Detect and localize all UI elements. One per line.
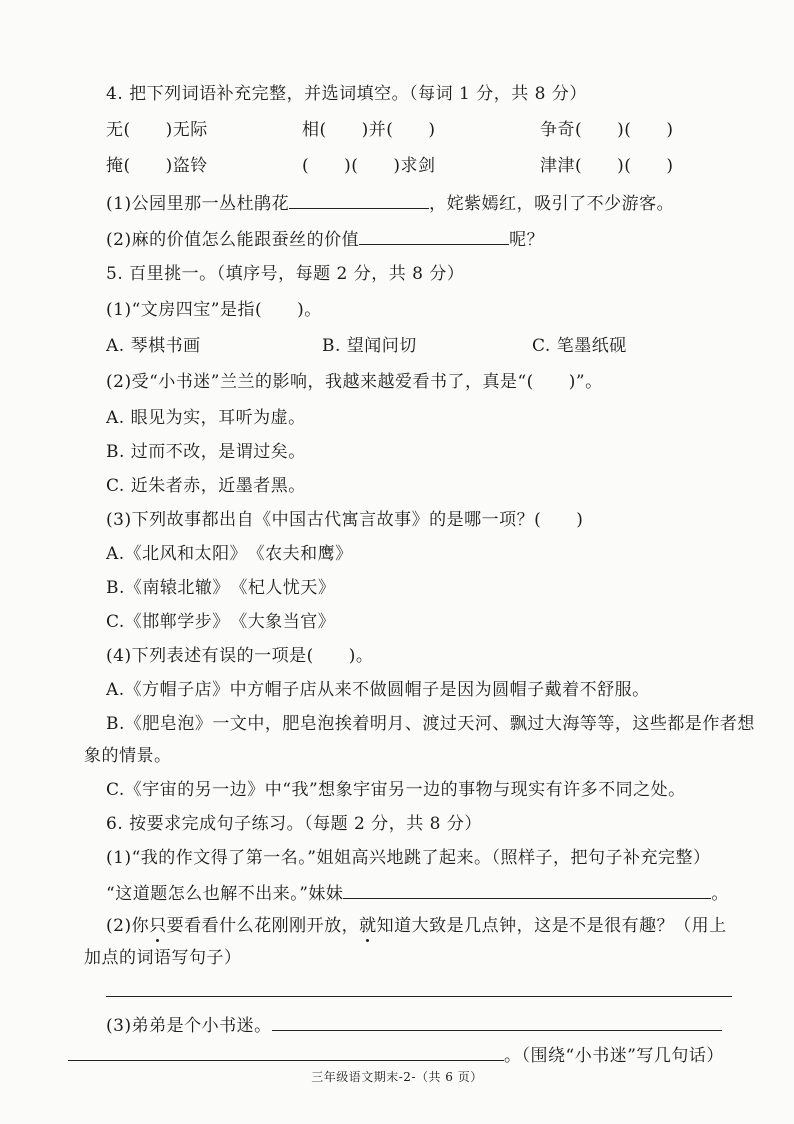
- sentence-text: 。（围绕“小书迷”写几句话）: [504, 1046, 724, 1066]
- option-a[interactable]: A. 琴棋书画: [106, 336, 201, 356]
- sentence-text: (1)公园里那一丛杜鹃花: [106, 194, 290, 214]
- q6-problem-2: [106, 914, 727, 938]
- q5-problem-2: (2)受“小书迷”兰兰的影响，我越来越爱看书了，真是“( )”。: [106, 372, 603, 392]
- option-a[interactable]: A.《方帽子店》中方帽子店从来不做圆帽子是因为圆帽子戴着不舒服。: [106, 680, 650, 700]
- sentence-text: 呢？: [509, 230, 545, 250]
- sentence-text: 。: [711, 884, 729, 904]
- option-c[interactable]: C.《宇宙的另一边》中“我”想象宇宙另一边的事物与现实有许多不同之处。: [106, 780, 686, 800]
- answer-blank[interactable]: [272, 1012, 722, 1031]
- option-b[interactable]: B.《南辕北辙》 《杞人忧天》: [106, 578, 336, 598]
- option-b[interactable]: B. 望闻问切: [322, 336, 417, 356]
- option-a[interactable]: A. 眼见为实，耳听为虚。: [106, 408, 306, 428]
- answer-line[interactable]: [106, 996, 732, 997]
- q5-problem-4: (4)下列表述有误的一项是( )。: [106, 646, 374, 666]
- sentence-text: (3)弟弟是个小书迷。: [106, 1016, 272, 1036]
- q6-problem-3: [106, 1012, 722, 1038]
- dotted-word: 只: [149, 916, 167, 936]
- option-b[interactable]: B. 过而不改，是谓过矣。: [106, 442, 306, 462]
- idiom-blank[interactable]: ( )( )求剑: [302, 156, 436, 176]
- answer-blank[interactable]: [359, 226, 509, 245]
- answer-blank[interactable]: [289, 190, 429, 209]
- q5-heading: 5. 百里挑一。（填序号，每题 2 分，共 8 分）: [106, 264, 465, 284]
- option-c[interactable]: C. 笔墨纸砚: [532, 336, 627, 356]
- q6-p1-answer-line: [106, 880, 729, 906]
- q4-sentence-2: [106, 226, 544, 252]
- q6-problem-3-continued: [68, 1042, 724, 1068]
- q5-problem-1: (1)“文房四宝”是指( )。: [106, 300, 322, 320]
- q6-problem-1: (1)“我的作文得了第一名。”姐姐高兴地跳了起来。（照样子，把句子补充完整）: [106, 848, 711, 868]
- answer-blank[interactable]: [343, 880, 711, 899]
- sentence-text: 知道大致是几点钟，这是不是很有趣？（用上: [376, 916, 727, 936]
- idiom-blank[interactable]: 争奇( )( ): [540, 120, 674, 140]
- option-c[interactable]: C. 近朱者赤，近墨者黑。: [106, 476, 306, 496]
- sentence-text: (2)麻的价值怎么能跟蚕丝的价值: [106, 230, 360, 250]
- q6-heading: 6. 按要求完成句子练习。（每题 2 分，共 8 分）: [106, 814, 482, 834]
- idiom-blank[interactable]: 无( )无际: [106, 120, 208, 140]
- option-b-continued: 象的情景。: [84, 746, 172, 766]
- q5-problem-3: (3)下列故事都出自《中国古代寓言故事》的是哪一项？( ): [106, 510, 584, 530]
- option-c[interactable]: C.《邯郸学步》 《大象当官》: [106, 612, 336, 632]
- dotted-word: 就: [359, 916, 377, 936]
- sentence-text: ，姹紫嫣红，吸引了不少游客。: [429, 194, 675, 214]
- page-footer: 三年级语文期末-2-（共 6 页）: [311, 1070, 483, 1084]
- option-b[interactable]: B.《肥皂泡》一文中，肥皂泡挨着明月、渡过天河、飘过大海等等，这些都是作者想: [106, 714, 755, 734]
- sentence-text: 要看看什么花刚刚开放，: [166, 916, 360, 936]
- idiom-blank[interactable]: 津津( )( ): [540, 156, 674, 176]
- idiom-blank[interactable]: 相( )并( ): [302, 120, 436, 140]
- idiom-blank[interactable]: 掩( )盗铃: [106, 156, 208, 176]
- q4-sentence-1: [106, 190, 674, 216]
- q6-problem-2-continued: 加点的词语写句子）: [84, 948, 242, 968]
- q4-heading: 4. 把下列词语补充完整，并选词填空。（每词 1 分，共 8 分）: [106, 84, 587, 104]
- option-a[interactable]: A.《北风和太阳》 《农夫和鹰》: [106, 544, 353, 564]
- sentence-text: (2)你: [106, 916, 150, 936]
- sentence-text: “这道题怎么也解不出来。”妹妹: [106, 884, 344, 904]
- answer-blank[interactable]: [68, 1042, 504, 1061]
